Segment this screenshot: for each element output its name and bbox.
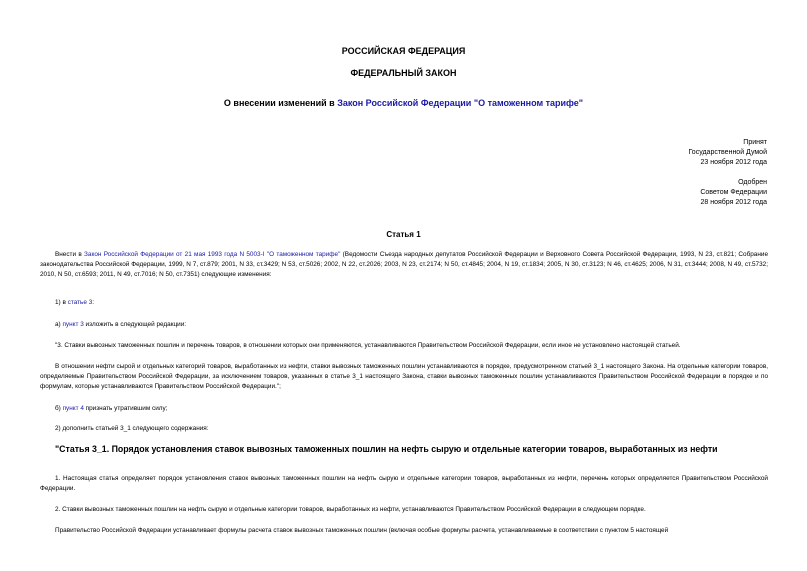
adopted-line-2: Государственной Думой: [688, 149, 767, 156]
approved-block: [567, 178, 767, 208]
paragraph-item-1: [40, 298, 768, 308]
law-title-prefix: О внесении изменений в: [223, 98, 338, 108]
text: а): [55, 321, 63, 328]
adopted-block: [567, 138, 767, 168]
link-point-4[interactable]: пункт 4: [62, 405, 84, 412]
article-heading: Статья 1: [386, 230, 421, 239]
text: б): [55, 405, 63, 412]
paragraph-point-3: "3. Ставки вывозных таможенных пошлин и перечень товаров, в отношении которых они применяются, устанавливаются Правительством Российской Федерации, если иное не установлено настоящей статьей.: [55, 342, 681, 349]
adopted-line-1: Принят: [743, 139, 767, 146]
paragraph-3-1-point-1: 1. Настоящая статья определяет порядок установления ставок вывозных таможенных пошлин на нефть сырую и отдельные категории товаров, выработанных из нефти, перечень которых определяется Правительством Российской Федерации.: [40, 475, 768, 492]
paragraph-3-1-point-2: 2. Ставки вывозных таможенных пошлин на нефть сырую и отдельные категории товаров, выработанных из нефти, устанавливаются Правительством Российской Федерации в следующем порядке.: [55, 506, 646, 513]
link-customs-tariff[interactable]: "О таможенном тарифе": [264, 251, 341, 258]
text: 1) в: [55, 299, 68, 306]
paragraph-intro: [40, 250, 768, 280]
link-article-3[interactable]: статье 3: [67, 299, 93, 306]
text: :: [92, 299, 95, 306]
approved-line-3: 28 ноября 2012 года: [700, 199, 767, 206]
header-law-type: ФЕДЕРАЛЬНЫЙ ЗАКОН: [350, 68, 457, 78]
paragraph-item-2: 2) дополнить статьей 3_1 следующего содержания:: [55, 425, 209, 432]
paragraph-item-b: [40, 404, 768, 414]
header-country: РОССИЙСКАЯ ФЕДЕРАЦИЯ: [341, 46, 466, 56]
paragraph-3-1-formulas: Правительство Российской Федерации устанавливает формулы расчета ставок вывозных таможенных пошлин (включая особые формулы расчета, устанавливаемые в соответствии с пунктом 5 настоящей: [55, 527, 669, 534]
law-title-link[interactable]: Закон Российской Федерации "О таможенном тарифе": [337, 98, 584, 108]
link-point-3[interactable]: пункт 3: [62, 321, 84, 328]
text: изложить в следующей редакции:: [83, 321, 187, 328]
text: Внести в: [55, 251, 85, 258]
approved-line-2: Советом Федерации: [700, 189, 767, 196]
paragraph-oil: В отношении нефти сырой и отдельных категорий товаров, выработанных из нефти, ставки вывозных таможенных пошлин устанавливаются в порядке, предусмотренном статьей 3_1 настоящего Закона. На отдельные категории товаров, определяемые Правительством Российской Федерации, за исключением товаров, указанных в статье 3_1 настоящего Закона, ставки вывозных таможенных пошлин устанавливаются Правительством Российской Федерации в порядке и по формулам, которые устанавливаются Правительством Российской Федерации.";: [40, 363, 768, 390]
paragraph-item-a: [40, 320, 768, 330]
link-law-1993[interactable]: Закон Российской Федерации от 21 мая 1993 года N 5003-I: [84, 251, 265, 258]
subheading-article-3-1: "Статья 3_1. Порядок установления ставок вывозных таможенных пошлин на нефть сырую и отдельные категории товаров, выработанных из нефти: [55, 444, 718, 454]
approved-line-1: Одобрен: [738, 179, 767, 186]
text: (Ведомости Съезда народных депутатов Российской Федерации и Верховного Совета Российской Федерации, 1993, N 23, ст.821; Собрание законодательства Российской Федерации, 1999, N 7, ст.879; 2001, N 33, ст.3429; N 53, ст.5026; 2002, N 22, ст.2026; 2003, N 23, ст.2174; N 50, ст.4845; 2004, N 19, ст.1834; 2005, N 30, ст.3123; N 46, ст.4625; 2006, N 31, ст.3444; 2008, N 49, ст.5732; 2010, N 50, ст.6593; 2011, N 49, ст.7016; N 50, ст.7351) следующие изменения:: [40, 251, 768, 278]
law-title: [0, 98, 807, 108]
text: признать утратившим силу;: [83, 405, 168, 412]
adopted-line-3: 23 ноября 2012 года: [700, 159, 767, 166]
